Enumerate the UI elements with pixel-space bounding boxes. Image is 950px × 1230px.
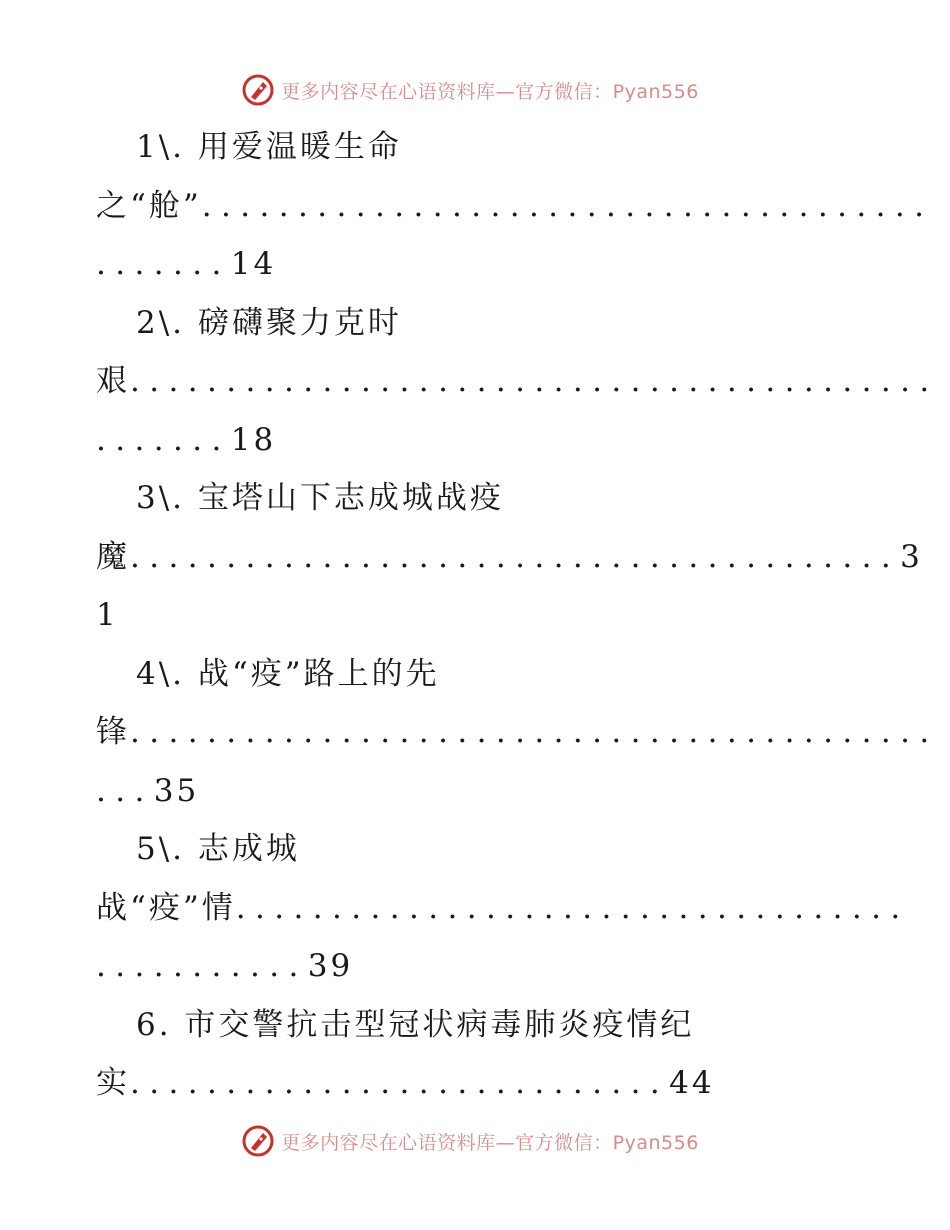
pen-nib-logo-icon [241,73,275,107]
toc-entry-3-page-number-part2: 1 [96,597,119,633]
toc-entry-2-heading: 2\. 磅礴聚力克时 [136,304,402,341]
toc-entry-3-heading: 3\. 宝塔山下志成城战疫 [136,480,504,516]
footer-banner-text: 更多内容尽在心语资料库—官方微信：Pyan556 [281,1131,699,1154]
header-banner-content [241,73,699,107]
toc-entry-3-title: 魔 [96,538,130,575]
toc-entry-5-heading: 5\. 志成城 [136,831,300,867]
toc-entry-2-page-number: 18 [230,421,277,458]
toc-leader-dots: ....... [96,421,231,458]
toc-entry-1-title: 之“舱” [96,187,202,224]
toc-entry-4-title: 锋 [96,714,130,750]
toc-leader-dots: ... [96,772,154,809]
toc-entry-1-heading: 1\. 用爱温暖生命 [136,129,402,165]
toc-entry-2-page-line [96,411,856,470]
toc-leader-dots: ........... [96,948,308,984]
toc-entry-6-title: 实 [96,1065,130,1101]
toc-entry-6-page-number: 44 [669,1065,715,1101]
footer-banner [0,1121,950,1161]
toc-leader-dots: .......................................... [130,363,939,399]
header-banner [0,70,950,110]
toc-entry-4-title-line [96,703,939,762]
table-of-contents [96,118,939,1113]
toc-entry-3-title-line [96,528,923,587]
toc-entry-5-page-line [96,937,856,996]
toc-entry-4-page-line [96,762,856,821]
header-banner-text: 更多内容尽在心语资料库—官方微信：Pyan556 [281,80,699,103]
toc-entry-6-heading: 6. 市交警抗击型冠状病毒肺炎疫情纪 [136,1006,695,1043]
toc-leader-dots: .......................................... [130,714,939,750]
toc-entry-2-title: 艰 [96,363,130,399]
toc-entry-3-page-line [96,586,856,645]
toc-leader-dots: ....... [96,246,231,282]
toc-entry-5-title-line [96,879,910,938]
toc-leader-dots: ........................................ [130,538,901,575]
footer-banner-content [241,1124,699,1158]
toc-entry-3-page-number-part1: 3 [900,538,923,575]
pen-nib-logo-icon [241,1124,275,1158]
toc-entry-5-page-number: 39 [307,948,354,984]
toc-entry-4-heading: 4\. 战“疫”路上的先 [136,655,440,692]
toc-entry-6-title-line [96,1054,856,1113]
toc-entry-1-title-line [96,177,934,236]
toc-leader-dots: ............................ [130,1065,670,1101]
toc-entry-1-page-line [96,235,856,294]
toc-leader-dots: ................................... [235,889,910,926]
toc-entry-1-page-number: 14 [230,246,277,282]
toc-leader-dots: ...................................... [201,187,934,224]
toc-entry-2-title-line [96,352,939,411]
toc-entry-4-page-number: 35 [153,772,200,809]
toc-entry-5-title: 战“疫”情 [96,889,236,926]
